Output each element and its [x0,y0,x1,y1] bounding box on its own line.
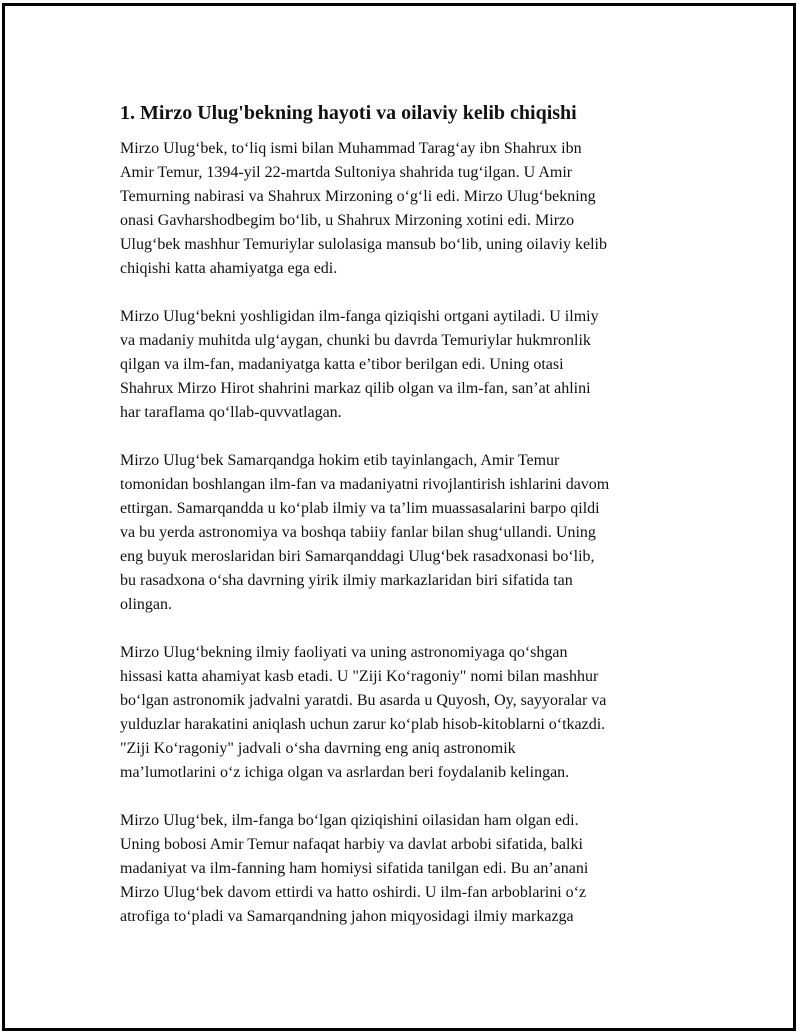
text-line: chiqishi katta ahamiyatga ega edi. [120,260,338,277]
text-line: har taraflama qo‘llab-quvvatlagan. [120,404,342,421]
paragraph [120,809,720,929]
paragraph [120,449,720,617]
text-line: tomonidan boshlangan ilm-fan va madaniyatni rivojlantirish ishlarini davom [120,476,610,493]
document-body [120,101,720,953]
text-line: ettirgan. Samarqandda u ko‘plab ilmiy va ta’lim muassasalarini barpo qildi [120,500,600,517]
page-frame [2,3,796,1031]
text-line: bo‘lgan astronomik jadvalni yaratdi. Bu asarda u Quyosh, Oy, sayyoralar va [120,692,607,709]
text-line: Mirzo Ulug‘bekning ilmiy faoliyati va uning astronomiyaga qo‘shgan [120,644,568,661]
text-line: bu rasadxona o‘sha davrning yirik ilmiy markazlaridan biri sifatida tan [120,572,573,589]
text-line: Uning bobosi Amir Temur nafaqat harbiy va davlat arbobi sifatida, balki [120,836,583,853]
text-line: Mirzo Ulug‘bek, to‘liq ismi bilan Muhammad Tarag‘ay ibn Shahrux ibn [120,140,582,157]
text-line: Mirzo Ulug‘bek, ilm-fanga bo‘lgan qiziqishini oilasidan ham olgan edi. [120,812,579,829]
text-line: Mirzo Ulug‘bek davom ettirdi va hatto oshirdi. U ilm-fan arboblarini o‘z [120,884,587,901]
text-line: Shahrux Mirzo Hirot shahrini markaz qilib olgan va ilm-fan, san’at ahlini [120,380,591,397]
paragraph [120,641,720,785]
text-line: olingan. [120,596,172,613]
text-line: Ulug‘bek mashhur Temuriylar sulolasiga mansub bo‘lib, uning oilaviy kelib [120,236,607,253]
text-line: "Ziji Ko‘ragoniy" jadvali o‘sha davrning eng aniq astronomik [120,740,516,757]
text-line: eng buyuk meroslaridan biri Samarqanddagi Ulug‘bek rasadxonasi bo‘lib, [120,548,595,565]
text-line: qilgan va ilm-fan, madaniyatga katta e’tibor berilgan edi. Uning otasi [120,356,564,373]
text-line: hissasi katta ahamiyat kasb etadi. U "Ziji Ko‘ragoniy" nomi bilan mashhur [120,668,599,685]
text-line: Mirzo Ulug‘bek Samarqandga hokim etib tayinlangach, Amir Temur [120,452,560,469]
text-line: Mirzo Ulug‘bekni yoshligidan ilm-fanga qiziqishi ortgani aytiladi. U ilmiy [120,308,599,325]
text-line: va madaniy muhitda ulg‘aygan, chunki bu davrda Temuriylar hukmronlik [120,332,591,349]
section-heading: 1. Mirzo Ulug'bekning hayoti va oilaviy kelib chiqishi [120,102,577,124]
text-line: atrofiga to‘pladi va Samarqandning jahon miqyosidagi ilmiy markazga [120,908,574,925]
paragraph [120,305,720,425]
text-line: va bu yerda astronomiya va boshqa tabiiy fanlar bilan shug‘ullandi. Uning [120,524,596,541]
text-line: onasi Gavharshodbegim bo‘lib, u Shahrux Mirzoning xotini edi. Mirzo [120,212,575,229]
text-line: ma’lumotlarini o‘z ichiga olgan va asrlardan beri foydalanib kelingan. [120,764,570,781]
text-line: madaniyat va ilm-fanning ham homiysi sifatida tanilgan edi. Bu an’anani [120,860,589,877]
text-line: Amir Temur, 1394-yil 22-martda Sultoniya shahrida tug‘ilgan. U Amir [120,164,573,181]
text-line: Temurning nabirasi va Shahrux Mirzoning o‘g‘li edi. Mirzo Ulug‘bekning [120,188,596,205]
paragraph [120,137,720,281]
text-line: yulduzlar harakatini aniqlash uchun zarur ko‘plab hisob-kitoblarni o‘tkazdi. [120,716,606,733]
